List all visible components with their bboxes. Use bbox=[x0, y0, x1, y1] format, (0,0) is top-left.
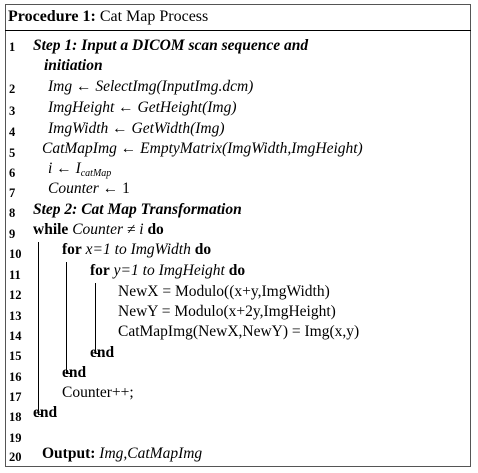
newy-line: NewY = Modulo(x+2y,ImgHeight) bbox=[118, 303, 336, 320]
procedure-title: Cat Map Process bbox=[99, 8, 209, 25]
while-block-tick bbox=[38, 414, 43, 415]
line-number: 12 bbox=[9, 288, 22, 302]
catmap-assign-line: CatMapImg(NewX,NewY) = Img(x,y) bbox=[118, 323, 360, 340]
assign-line-3: ImgHeight ← GetHeight(Img) bbox=[48, 99, 237, 116]
line-number: 10 bbox=[9, 247, 22, 261]
output-line: Output: Img,CatMapImg bbox=[42, 445, 203, 462]
line-number: 2 bbox=[9, 82, 16, 96]
end-outer-for: end bbox=[62, 364, 87, 381]
end-while: end bbox=[33, 404, 58, 421]
procedure-header bbox=[8, 8, 208, 26]
for-x-block-tick bbox=[66, 373, 71, 374]
assign-line-7: Counter ← 1 bbox=[48, 180, 130, 197]
step2-heading: Step 2: Cat Map Transformation bbox=[33, 201, 242, 218]
line-number: 9 bbox=[9, 227, 16, 241]
for-y-block-line bbox=[95, 283, 96, 353]
assign-line-5: CatMapImg ← EmptyMatrix(ImgWidth,ImgHeight) bbox=[42, 140, 363, 157]
line-number: 14 bbox=[9, 329, 22, 343]
line-number: 8 bbox=[9, 206, 16, 220]
for-x-block-line bbox=[66, 262, 67, 373]
assign-line-6: i ← IcatMap bbox=[48, 160, 112, 179]
newx-line: NewX = Modulo((x+y,ImgWidth) bbox=[118, 283, 330, 300]
for-y-line: for y=1 to ImgHeight do bbox=[90, 262, 246, 279]
line-number: 7 bbox=[9, 186, 16, 200]
step1-heading: Step 1: Input a DICOM scan sequence and bbox=[33, 37, 309, 54]
line-number: 5 bbox=[9, 146, 16, 160]
line-number: 18 bbox=[9, 410, 22, 424]
line-number: 1 bbox=[9, 40, 16, 54]
while-line: while Counter ≠ i do bbox=[33, 221, 164, 238]
step1-heading-cont: initiation bbox=[44, 57, 103, 74]
line-number: 16 bbox=[9, 370, 22, 384]
end-inner-for: end bbox=[90, 344, 115, 361]
procedure-label: Procedure 1: bbox=[8, 8, 96, 25]
line-number: 15 bbox=[9, 349, 22, 363]
header-rule bbox=[5, 30, 471, 31]
line-number: 4 bbox=[9, 125, 16, 139]
line-number: 19 bbox=[9, 431, 22, 445]
line-number: 3 bbox=[9, 104, 16, 118]
counter-increment: Counter++; bbox=[62, 384, 134, 401]
assign-line-4: ImgWidth ← GetWidth(Img) bbox=[48, 120, 225, 137]
line-number: 13 bbox=[9, 309, 22, 323]
assign-line-2: Img ← SelectImg(InputImg.dcm) bbox=[48, 78, 254, 95]
line-number: 20 bbox=[9, 450, 22, 464]
while-block-line bbox=[38, 242, 39, 414]
line-number: 6 bbox=[9, 166, 16, 180]
for-x-line: for x=1 to ImgWidth do bbox=[62, 241, 212, 258]
line-number: 17 bbox=[9, 390, 22, 404]
line-number: 11 bbox=[9, 268, 21, 282]
for-y-block-tick bbox=[95, 353, 100, 354]
